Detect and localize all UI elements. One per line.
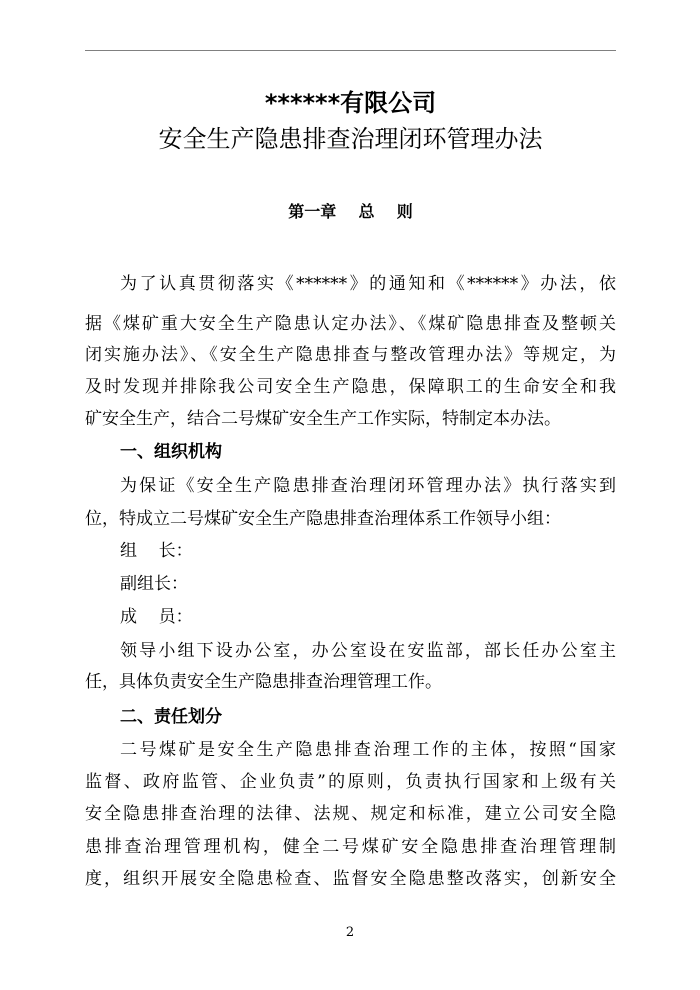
intro-paragraph-line: 为了认真贯彻落实《******》的通知和《******》办法，依 <box>120 274 616 294</box>
section1-paragraph-line: 为保证《安全生产隐患排查治理闭环管理办法》执行落实到 <box>120 476 616 496</box>
document-title-company: ******有限公司 <box>264 89 437 117</box>
intro-paragraph-line: 闭实施办法》、《安全生产隐患排查与整改管理办法》等规定，为 <box>85 345 616 365</box>
section2-paragraph-line: 患排查治理管理机构，健全二号煤矿安全隐患排查治理管理制 <box>85 837 616 857</box>
deputy-leader-label: 副组长： <box>120 574 188 594</box>
intro-paragraph-line: 及时发现并排除我公司安全生产隐患，保障职工的生命安全和我 <box>85 377 616 397</box>
intro-paragraph-line: 据《煤矿重大安全生产隐患认定办法》、《煤矿隐患排查及整顿关 <box>85 314 616 334</box>
document-title-main: 安全生产隐患排查治理闭环管理办法 <box>158 125 543 153</box>
chapter-heading: 第一章 总 则 <box>288 202 413 221</box>
office-paragraph-line: 领导小组下设办公室，办公室设在安监部，部长任办公室主 <box>120 641 616 661</box>
section2-paragraph-line: 二号煤矿是安全生产隐患排查治理工作的主体，按照“国家 <box>120 740 616 760</box>
intro-paragraph-line: 矿安全生产，结合二号煤矿安全生产工作实际，特制定本办法。 <box>85 409 561 429</box>
section2-paragraph-line: 安全隐患排查治理的法律、法规、规定和标准，建立公司安全隐 <box>85 804 616 824</box>
section1-paragraph-line: 位，特成立二号煤矿安全生产隐患排查治理体系工作领导小组： <box>85 509 561 529</box>
member-label: 成 员： <box>120 607 193 627</box>
section2-paragraph-line: 度，组织开展安全隐患检查、监督安全隐患整改落实，创新安全 <box>85 869 616 889</box>
page-number: 2 <box>345 925 355 940</box>
office-paragraph-line: 任，具体负责安全生产隐患排查治理管理工作。 <box>85 672 442 692</box>
section2-paragraph-line: 监督、政府监管、企业负责”的原则，负责执行国家和上级有关 <box>85 772 616 792</box>
section-heading-organization: 一、组织机构 <box>120 442 222 462</box>
section-heading-responsibility: 二、责任划分 <box>120 707 222 727</box>
header-rule <box>85 50 616 51</box>
leader-label: 组 长： <box>120 541 193 561</box>
